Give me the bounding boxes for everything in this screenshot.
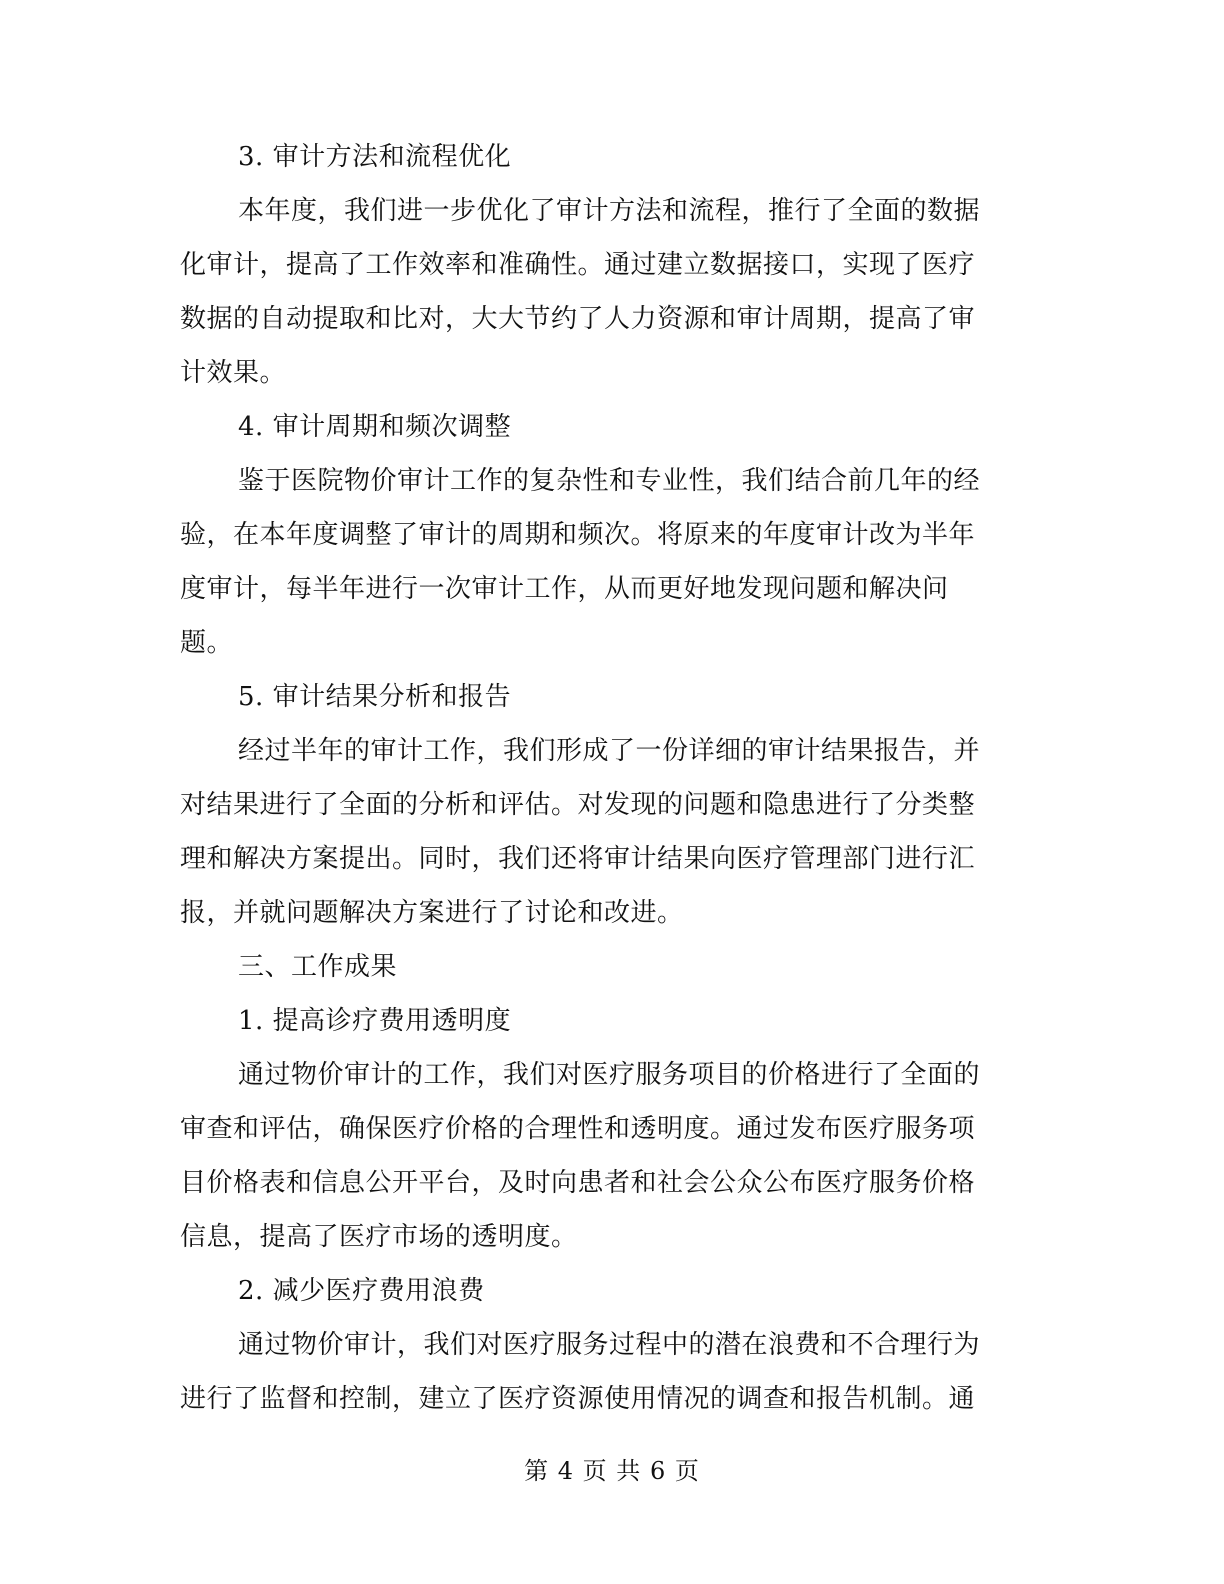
paragraph-line: 审查和评估，确保医疗价格的合理性和透明度。通过发布医疗服务项 (180, 1114, 976, 1144)
paragraph-line: 对结果进行了全面的分析和评估。对发现的问题和隐患进行了分类整 (180, 790, 976, 820)
section-heading: 1. 提高诊疗费用透明度 (238, 1006, 512, 1036)
paragraph-line: 通过物价审计的工作，我们对医疗服务项目的价格进行了全面的 (238, 1060, 981, 1090)
paragraph-line: 数据的自动提取和比对，大大节约了人力资源和审计周期，提高了审 (180, 304, 976, 334)
paragraph-line: 化审计，提高了工作效率和准确性。通过建立数据接口，实现了医疗 (180, 250, 976, 280)
section-heading: 2. 减少医疗费用浪费 (238, 1276, 485, 1306)
paragraph-line: 度审计，每半年进行一次审计工作，从而更好地发现问题和解决问 (180, 574, 949, 604)
paragraph-line: 报，并就问题解决方案进行了讨论和改进。 (180, 898, 684, 928)
paragraph-line: 验，在本年度调整了审计的周期和频次。将原来的年度审计改为半年 (180, 520, 976, 550)
paragraph-line: 鉴于医院物价审计工作的复杂性和专业性，我们结合前几年的经 (238, 466, 981, 496)
paragraph-line: 理和解决方案提出。同时，我们还将审计结果向医疗管理部门进行汇 (180, 844, 976, 874)
paragraph-line: 目价格表和信息公开平台，及时向患者和社会公众公布医疗服务价格 (180, 1168, 976, 1198)
paragraph-line: 信息，提高了医疗市场的透明度。 (180, 1222, 578, 1252)
page-number-footer: 第 4 页 共 6 页 (524, 1457, 700, 1485)
document-body (180, 130, 1020, 1426)
paragraph-line: 本年度，我们进一步优化了审计方法和流程，推行了全面的数据 (238, 196, 981, 226)
paragraph-line: 计效果。 (180, 358, 287, 388)
paragraph-line: 进行了监督和控制，建立了医疗资源使用情况的调查和报告机制。通 (180, 1384, 976, 1414)
paragraph-line: 经过半年的审计工作，我们形成了一份详细的审计结果报告，并 (238, 736, 981, 766)
section-heading: 4. 审计周期和频次调整 (238, 412, 512, 442)
chapter-heading: 三、工作成果 (238, 952, 398, 982)
section-heading: 3. 审计方法和流程优化 (238, 142, 512, 172)
section-heading: 5. 审计结果分析和报告 (238, 682, 512, 712)
paragraph-line: 通过物价审计，我们对医疗服务过程中的潜在浪费和不合理行为 (238, 1330, 981, 1360)
paragraph-line: 题。 (180, 628, 234, 658)
